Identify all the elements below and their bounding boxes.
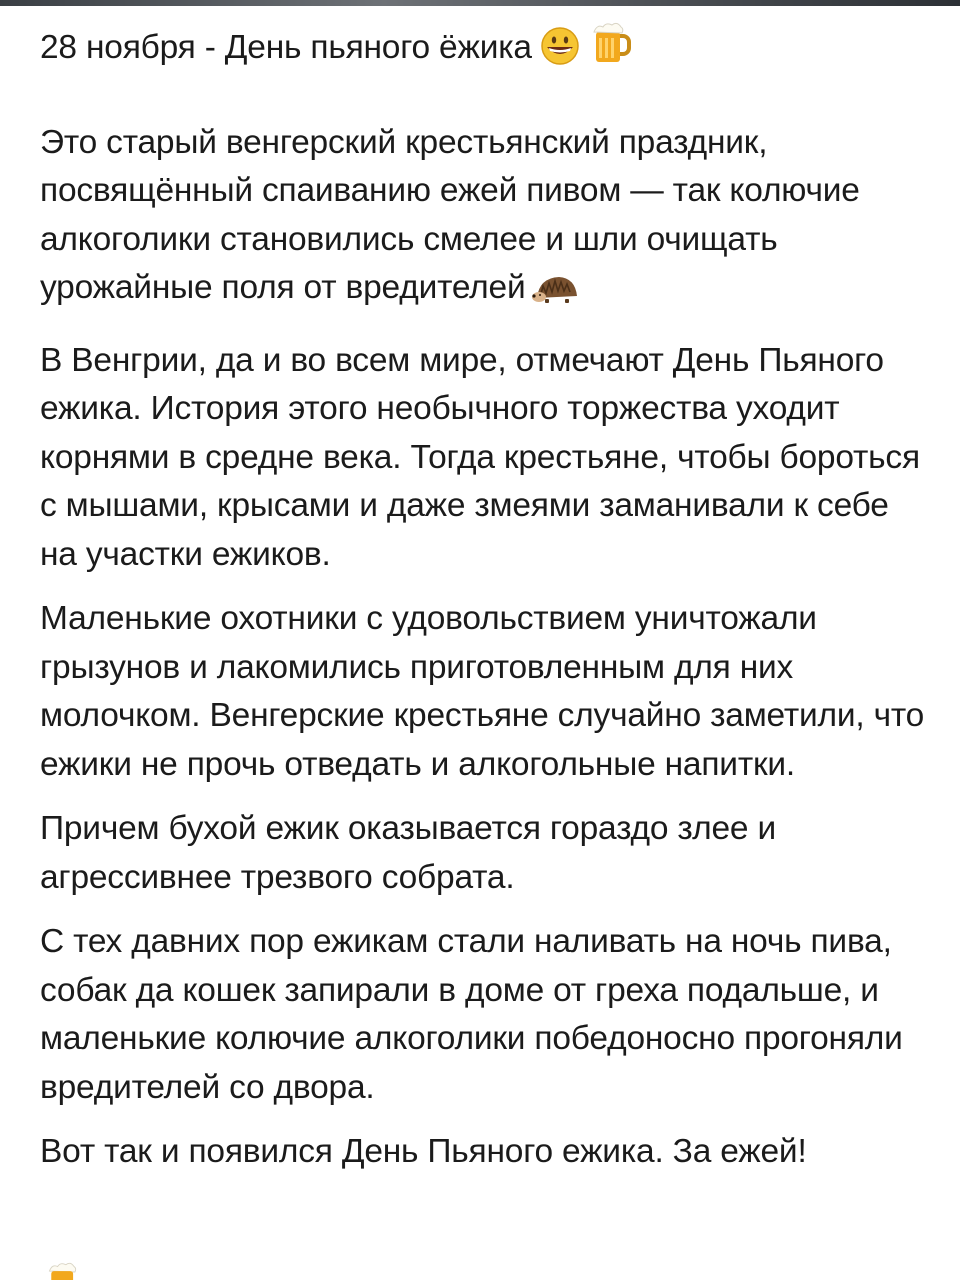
grinning-face-icon: [538, 26, 582, 81]
beer-mug-icon-partial: [44, 1262, 84, 1280]
beer-mug-icon: [588, 22, 632, 81]
post-title-line: [40, 22, 930, 81]
paragraph-1-text: Это старый венгерский крестьянский праздник, посвящённый спаиванию ежей пивом — так колючие алкоголики становились смелее и шли очищать урожайные поля от вредителей: [40, 123, 860, 306]
paragraph-1: [40, 119, 930, 321]
top-image-edge: [0, 0, 960, 6]
post-title: 28 ноября - День пьяного ёжика: [40, 29, 532, 66]
post-body: [40, 22, 930, 1193]
paragraph-6: Вот так и появился День Пьяного ежика. За ежей!: [40, 1133, 807, 1170]
hedgehog-icon: [531, 270, 579, 321]
paragraph-3: Маленькие охотники с удовольствием уничтожали грызунов и лакомились приготовленным для них молочком. Венгерские крестьяне случайно заметили, что ежики не прочь отведать и алкогольные напитки.: [40, 600, 925, 783]
paragraph-2: В Венгрии, да и во всем мире, отмечают День Пьяного ежика. История этого необычного торжества уходит корнями в средне века. Тогда крестьяне, чтобы бороться с мышами, крысами и даже змеями заманивали к себе на участки ежиков.: [40, 341, 920, 573]
paragraph-5: С тех давних пор ежикам стали наливать на ночь пива, собак да кошек запирали в доме от греха подальше, и маленькие колючие алкоголики победоносно прогоняли вредителей со двора.: [40, 923, 903, 1106]
paragraph-4: Причем бухой ежик оказывается гораздо злее и агрессивнее трезвого собрата.: [40, 810, 776, 896]
